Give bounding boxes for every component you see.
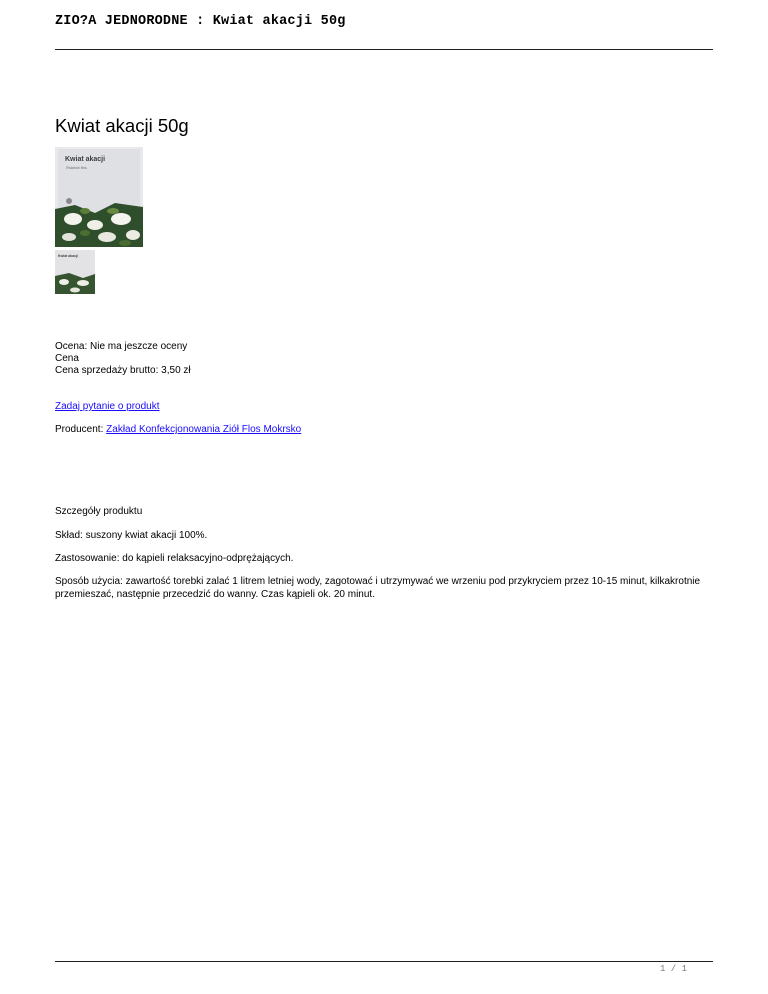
- producer-label: Producent:: [55, 424, 107, 435]
- producer-link[interactable]: Zakład Konfekcjonowania Ziół Flos Mokrsko: [106, 424, 302, 435]
- ask-question-row: [55, 401, 160, 413]
- producer-row: [55, 424, 301, 436]
- ask-question-link[interactable]: Zadaj pytanie o produkt: [55, 401, 160, 412]
- package-label-text: Kwiat akacji: [65, 156, 106, 163]
- method-text: Sposób użycia: zawartość torebki zalać 1 litrem letniej wody, zagotować i utrzymywać we wrzeniu pod przykryciem przez 10-15 minut, kilkakrotnie przemieszać, następnie przecedzić do wanny. Czas kąpieli ok. 20 minut.: [55, 576, 701, 600]
- details-heading: Szczegóły produktu: [55, 506, 143, 517]
- usage-text: Zastosowanie: do kąpieli relaksacyjno-odprężających.: [55, 553, 294, 564]
- page-header-title: ZIO?A JEDNORODNE : Kwiat akacji 50g: [55, 14, 346, 29]
- composition-text: Skład: suszony kwiat akacji 100%.: [55, 530, 208, 541]
- header-divider: [55, 49, 713, 50]
- price-label: Cena: [55, 353, 79, 364]
- product-thumbnail-image: [55, 250, 95, 294]
- thumbnail-label-text: Kwiat akacji: [58, 254, 79, 258]
- product-image-main[interactable]: [55, 147, 143, 247]
- rating-text: Ocena: Nie ma jeszcze oceny: [55, 341, 188, 352]
- package-sublabel-text: Robinia flos: [66, 165, 87, 170]
- product-image-thumbnail[interactable]: [55, 250, 95, 294]
- page-indicator: 1 / 1: [660, 964, 688, 974]
- product-package-image: [55, 147, 143, 247]
- price-gross: Cena sprzedaży brutto: 3,50 zł: [55, 365, 191, 376]
- footer-divider: [55, 961, 713, 962]
- product-title: Kwiat akacji 50g: [55, 115, 189, 136]
